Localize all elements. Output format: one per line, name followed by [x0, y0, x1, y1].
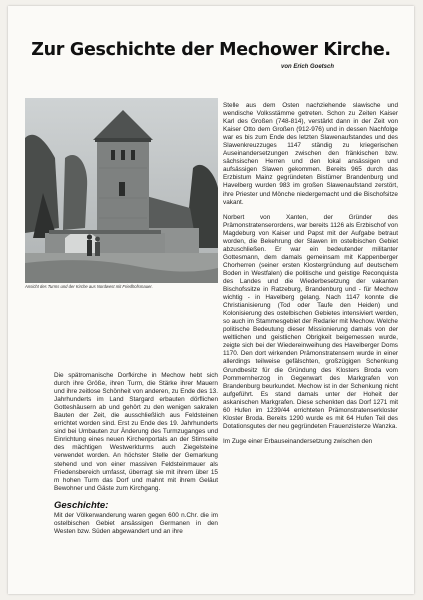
- intro-paragraph: Die spätromanische Dorfkirche in Mechow hebt sich durch ihre Größe, ihren Turm, die Stärke ihrer Mauern und ihre zeitlose Schönheit von anderen, zu Ende des 13. Jahrhunderts im Land Stargard erbauten dörflichen Gotteshäusern ab und gehört zu den wenigen sakralen Bauten der Zeit, die ausschließlich aus Feldsteinen errichtet worden sind. Erst zu Ende des 19. Jahrhunderts sind bei Umbauten zur Änderung des Turmzuganges und Einrichtung eines neuen Kirchenportals an der Stirnseite des mächtigen Westwerkturms auch Ziegelsteine verwendet worden. An höchster Stelle der Gemarkung stehend und von einer massiven Feldsteinmauer als Friedensbereich umfasst, überragt sie mit ihrem über 15 m hohen Turm das Dorf und mahnt mit ihrem Geläut Bewohner und Gäste zum Kirchgang.: [54, 372, 218, 492]
- church-photo: [25, 98, 218, 283]
- history-heading: Geschichte:: [54, 500, 109, 511]
- right-paragraph-1: Stelle aus dem Osten nachziehende slawische und wendische Volksstämme getreten. Schon zu Zeiten Kaiser Karl des Großen (748-814), verstärkt dann in der Zeit von Kaiser Otto dem Großen (912-976) und in dessen Nachfolge war es bis zum Ende des letzten Slawenaufstandes und des Slawenkreuzzuges 1147 ständig zu kriegerischen Auseinandersetzungen zwischen den fränkischen bzw. sächsischen Herren und den lokal ansässigen und aufsässigen Slawen gekommen. Bereits 965 durch das Erzbistum Mainz gegründeten Bistümer Brandenburg und Havelberg wurden 983 im großen Slawenaufstand zerstört, ihre Priester und Mönche niedergemacht und die Bischofsitze vakant.: [223, 102, 398, 206]
- right-paragraph-2: Norbert von Xanten, der Gründer des Prämonstratenserordens, war bereits 1126 als Erzbischof von Magdeburg von Kaiser und Papst mit der Aufgabe betraut worden, die Bekehrung der Slawen im ostelbischen Gebiet abzuschließen. Er war ein bedeutender militanter Gottesmann, dem damals gemeinsam mit Kappenberger Chorherren (seiner ersten Klostergründung auf deutschem Boden in Westfalen) die politische und geistige Reconquista des Landes und die Wiederbesetzung der vakanten Bischofssitze in Ratzeburg, Brandenburg und - für Mechow wichtig - in Havelberg gelang. Nach 1147 konnte die Christianisierung (Tod oder Taufe den Heiden) und Kolonisierung des ostelbischen Gebietes intensiviert werden, so auch im Stammesgebiet der Redarier mit Mechow. Welche politische Bedeutung dieser Missionierung damals von der weltlichen und geistlichen Obrigkeit beigemessen wurde, zeigte sich bei der Wiedereinweihung des Havelberger Doms 1170. Den dort wirkenden Prämonstratensern wurde in einer allerdings teilweise gefälschten, großzügigen Schenkung Grundbesitz für die Gründung des Klosters Broda vom Pommernherzog in Gegenwart des Markgrafen von Brandenburg beurkundet. Mechow ist in der Schenkung nicht aufgeführt. Es stand damals unter der Hoheit der askanischen Markgrafen. Diese schenkten das Dorf 1271 mit 60 Hufen im 1239/44 errichteten Prämonstratenserkloster Kloster Broda. Bereits 1290 wurde es mit 64 Hufen Teil des Dotationsgutes der neu gegründeten Frauenzisterze Wanzka.: [223, 213, 398, 430]
- left-column: [54, 372, 218, 500]
- photo-caption: Ansicht des Turms und der Kirche aus Nordwest mit Friedhofsmauer.: [25, 284, 153, 289]
- document-page: [8, 6, 414, 594]
- author-line: von Erich Goetsch: [280, 64, 334, 70]
- right-paragraph-3: Im Zuge einer Erbauseinandersetzung zwischen den: [223, 437, 373, 445]
- right-column: [223, 102, 398, 453]
- page-title: Zur Geschichte der Mechower Kirche.: [31, 40, 391, 60]
- history-intro-paragraph: Mit der Völkerwanderung waren gegen 600 n.Chr. die im ostelbischen Gebiet ansässigen Germanen in den Westen bzw. Süden abgewandert und an ihre: [54, 512, 218, 536]
- history-section: [54, 496, 218, 543]
